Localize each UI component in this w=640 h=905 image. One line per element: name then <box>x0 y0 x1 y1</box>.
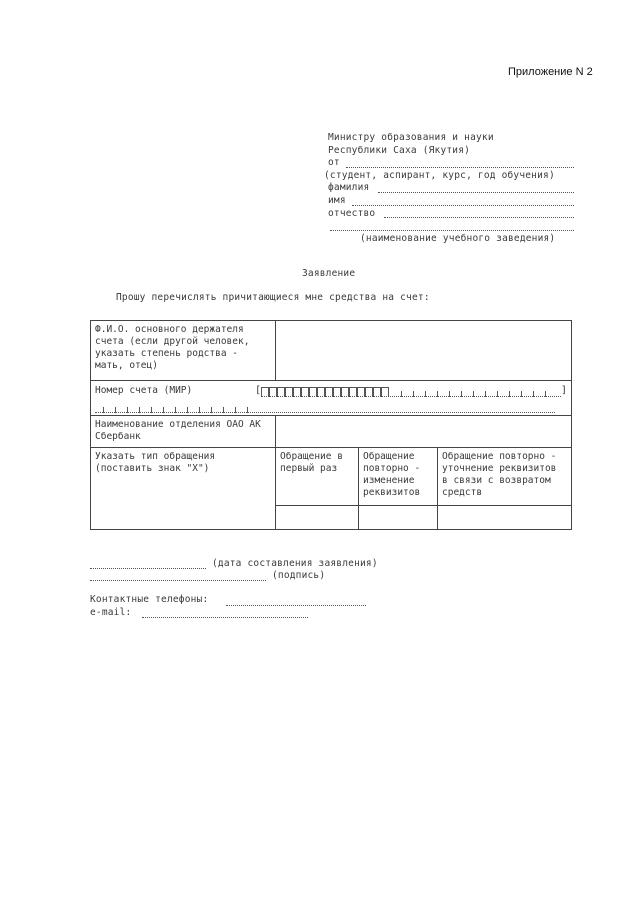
request-text: Прошу перечислять причитающиеся мне средства на счет: <box>116 292 430 303</box>
bank-details-table <box>90 320 572 530</box>
option-clarify-mark[interactable] <box>438 506 572 530</box>
bank-label: Наименование отделения ОАО АК Сбербанк <box>91 416 276 448</box>
firstname-label: имя <box>328 195 346 206</box>
email-line[interactable] <box>142 617 308 618</box>
from-label: от <box>328 157 340 168</box>
institution-caption: (наименование учебного заведения) <box>360 233 556 244</box>
appendix-number: Приложение N 2 <box>508 66 593 78</box>
lastname-line[interactable] <box>378 192 574 193</box>
lastname-label: фамилия <box>328 182 370 193</box>
date-line[interactable] <box>90 568 206 569</box>
addressee-line1: Министру образования и науки <box>328 132 494 143</box>
holder-label: Ф.И.О. основного держателя счета (если другой человек, указать степень родства - мать, отец) <box>91 321 276 381</box>
option-change-mark[interactable] <box>359 506 438 530</box>
signature-caption: (подпись) <box>272 570 326 581</box>
holder-field[interactable] <box>276 321 572 381</box>
signature-line[interactable] <box>90 580 266 581</box>
phones-line[interactable] <box>226 605 366 606</box>
email-label: e-mail: <box>90 607 132 618</box>
from-caption: (студент, аспирант, курс, год обучения) <box>324 170 555 181</box>
option-clarify-label: Обращение повторно - уточнение реквизитов в связи с возвратом средств <box>438 448 572 506</box>
account-row <box>91 381 572 416</box>
from-line[interactable] <box>346 167 574 168</box>
account-label: Номер счета (МИР) <box>95 385 193 396</box>
institution-line[interactable] <box>330 230 574 231</box>
request-type-label: Указать тип обращения (поставить знак "Х") <box>91 448 276 530</box>
option-first-time-label: Обращение в первый раз <box>276 448 359 506</box>
document-title: Заявление <box>302 268 356 279</box>
account-tick-row <box>95 399 555 413</box>
bank-field[interactable] <box>276 416 572 448</box>
firstname-line[interactable] <box>352 205 574 206</box>
date-caption: (дата составления заявления) <box>212 558 378 569</box>
phones-label: Контактные телефоны: <box>90 594 209 605</box>
option-first-time-mark[interactable] <box>276 506 359 530</box>
account-bracket-left: [ <box>255 385 262 396</box>
patronymic-label: отчество <box>328 208 376 219</box>
addressee-line2: Республики Саха (Якутия) <box>328 145 471 156</box>
patronymic-line[interactable] <box>384 217 574 218</box>
account-number-field[interactable] <box>261 383 561 397</box>
option-change-label: Обращение повторно - изменение реквизитов <box>359 448 438 506</box>
account-bracket-right: ] <box>561 385 568 396</box>
